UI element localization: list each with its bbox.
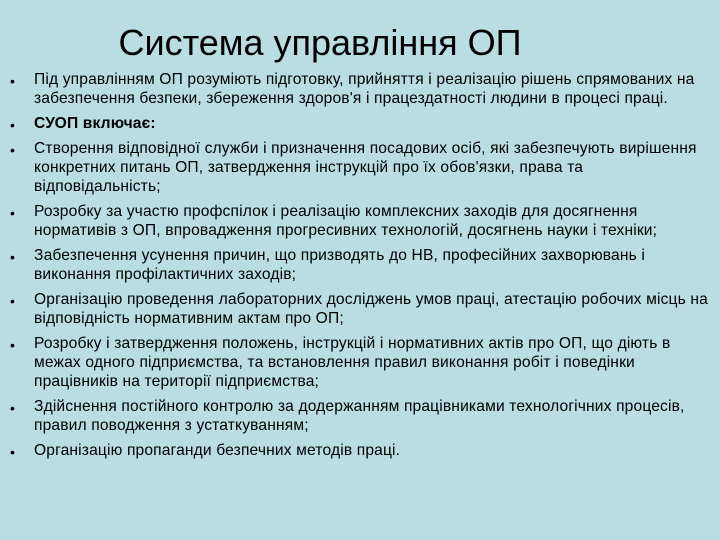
bullet-icon: • [10,249,16,265]
bullet-item [6,70,712,108]
bullet-icon: • [10,117,16,133]
bullet-item [6,441,712,460]
bullet-icon: • [10,293,16,309]
bullet-icon: • [10,73,16,89]
bullet-text: Організацію проведення лабораторних досліджень умов праці, атестацію робочих місць на відповідність нормативним актам про ОП; [34,291,708,327]
bullet-icon: • [10,444,16,460]
bullet-item [6,202,712,240]
slide-title: Система управління ОП [118,22,522,63]
bullet-item [6,246,712,284]
bullet-text: Розробку і затвердження положень, інструкцій і нормативних актів про ОП, що діють в межах одного підприємства, та встановлення правил виконання робіт і поведінки працівників на території підприємства; [34,335,671,390]
bullet-text: Здійснення постійного контролю за додержанням працівниками технологічних процесів, правил поводження з устаткуванням; [34,398,685,434]
bullet-icon: • [10,205,16,221]
bullet-item [6,139,712,196]
bullet-list [6,70,712,466]
bullet-text: Створення відповідної служби і призначення посадових осіб, які забезпечують вирішення конкретних питань ОП, затвердження інструкцій про їх обов'язки, права та відповідальність; [34,140,697,195]
bullet-icon: • [10,142,16,158]
bullet-item [6,114,712,133]
bullet-text: Під управлінням ОП розуміють підготовку, прийняття і реалізацію рішень спрямованих на забезпечення безпеки, збереження здоров'я і працездатності людини в процесі праці. [34,71,695,107]
bullet-text: Організацію пропаганди безпечних методів праці. [34,442,401,459]
bullet-icon: • [10,400,16,416]
bullet-icon: • [10,337,16,353]
bullet-text: СУОП включає: [34,115,156,132]
bullet-text: Розробку за участю профспілок і реалізацію комплексних заходів для досягнення нормативів з ОП, впровадження прогресивних технологій, досягнень науки і техніки; [34,203,658,239]
bullet-text: Забезпечення усунення причин, що призводять до НВ, професійних захворювань і виконання профілактичних заходів; [34,247,646,283]
bullet-item [6,334,712,391]
bullet-item [6,290,712,328]
bullet-item [6,397,712,435]
